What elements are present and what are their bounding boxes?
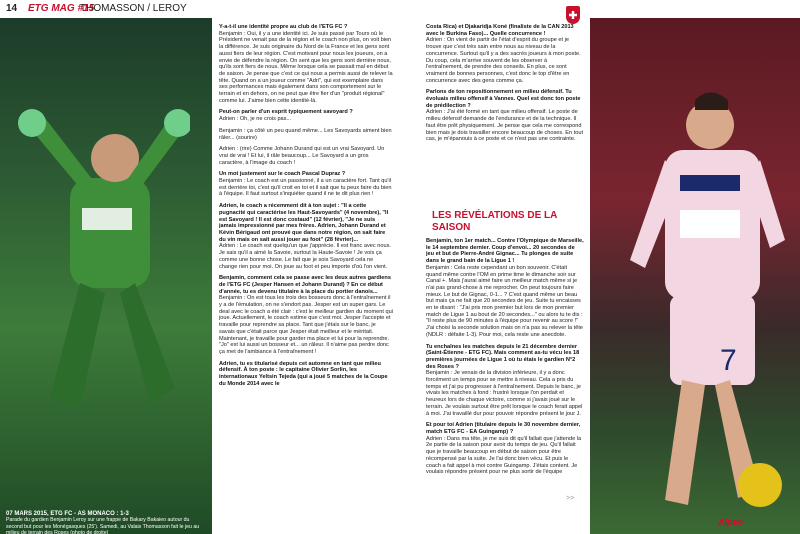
top-bar [0,0,400,18]
page-number: 14 [6,3,18,14]
question: Un mot justement sur le coach Pascal Dupraz ? [219,171,346,178]
column-left [219,24,393,532]
question: Y-a-t-il une identité propre au club de l'ETG FC ? [219,24,348,30]
goalkeeper-photo [0,18,212,534]
question: Et pour toi Adrien (titulaire depuis le 30 novembre dernier, match ETG FC - EA Guingamp) ? [426,422,581,435]
article-names: THOMASSON / LEROY [80,3,187,14]
answer: Benjamin : Oui, il y a une identité ici. Je suis passé par Tours où le Président ne venait pas de la région et le coach non plus, on voit bien la différence. Je suis originaire du Nord de la France et les gens sont aussi fiers de leur région. C'est motivant pour nous les joueurs, on a envie de défendre la région. On sent que les gens sont derrière nous, qu'ils sont fiers de nous. Même lorsque cela se passait mal en début de saison. Je pense que c'est ce qui nous a permis aussi de relever la tête. Quand on a un joueur comme "Adri", qui est exemplaire dans ses performances mais également dans son comportement sur le terrain et en dehors, on ne peut que être fier d'un "produit régional" comme lui. J'aime bien cette identité-là. [219,30,393,104]
magazine-title: ETG MAG #15 [28,3,95,14]
answer: Adrien : Le coach est quelqu'un que j'apprécie. Il est franc avec nous. Je sais qu'il a aimé la Savoie, surtout la Haute-Savoie ! Je vois ça comme une bonne chose. Le fait que je sois Savoyard cela ne change rien pour moi. On joue au foot et peu importe d'où l'on vient. [219,243,391,270]
answer: Benjamin : Je venais de la division inférieure, il y a donc forcément un temps pour se mettre à niveau. Cela a pris du temps et j'ai pu progresser à l'entraînement. Depuis le banc, je vivais les matches à fond : frustré lorsque l'on perdait et heureux lors de chaque victoire, comme si j'avais joué sur le terrain. Je voulais surtout être prêt lorsque le coach ferait appel à moi. J'ai travaillé dur pour pouvoir répondre présent le jour J. [426,370,583,417]
alpeo-logo: Alpeo [718,517,744,527]
photo-caption [6,511,206,534]
answer: Benjamin : ça côté un peu quand même... Les Savoyards aiment bien râler... (sourire) [219,127,392,141]
section-title: LES RÉVÉLATIONS DE LA SAISON [432,210,558,233]
answer: Adrien : Oh, je ne crois pas... [219,116,292,123]
question: Benjamin, comment cela se passe avec les deux autres gardiens de l'ETG FC (Jesper Hansen et Johann Durand) ? En ce début d'année, tu es devenu titulaire à la place du portier danois... [219,275,391,295]
column-right-bottom [426,238,584,496]
question: Tu enchaînes les matches depuis le 21 décembre dernier (Saint-Étienne - ETG FC). Mais comment as-tu vécu les 18 premières journées de Ligue 1 où tu étais le gardien N°2 des Roses ? [426,343,580,370]
question: Costa Rica) et Djakaridja Koné (finaliste de la CAN 2013 avec le Burkina Faso)... Quelle concurrence ! [426,24,574,37]
answer: Benjamin : On est tous les trois des bosseurs donc à l'entraînement il y a de l'émulation, on ne s'endort pas. Jesper est un super gars. Le deal avec le coach a été clair : c'est le meilleur gardien du moment qui joue. Actuellement, le coach estime que c'est moi. Jesper l'accepte et travaille pour reprendre sa place. Tant que j'étais sur le banc, je savais que c'était parce que Jesper était meilleur et le méritait. Maintenant, je travaille pour garder ma place et lui pour la reprendre. "Jo" est lui aussi un bosseur et... un râleur. Il n'aime pas perdre donc ça met de l'ambiance à l'entraînement ! [219,295,393,355]
answer: Benjamin : Le coach est un passionné, il a un caractère fort. Tant qu'il est derrière toi, c'est qu'il croit en toi et il sait que tu peux faire du bien à l'équipe. Il faut surtout s'inquiéter quand il ne te dit plus rien ! [219,178,392,198]
caption-title: 07 MARS 2015, ETG FC - AS MONACO : 1-3 [6,511,129,517]
svg-text:7: 7 [720,344,737,377]
answer: Adrien : (rire) Comme Johann Durand qui est un vrai Savoyard. Un vrai de vrai ! Et lui, il râle beaucoup... Le Savoyard a un gros caractère, à l'image du coach ! [219,146,385,166]
answer: Adrien : J'ai été formé en tant que milieu offensif. Le poste de milieu défensif demande de l'endurance et de la technique. Il faut être prêt physiquement. Je pense que cela me correspond bien mais je dois travailler encore beaucoup de choses. En tout cas, je m'épanouis à ce poste et ce n'est pas une contrainte. [426,109,584,143]
caption-text: Parade du gardien Benjamin Leroy sur une frappe de Bakary Bakaieo autour du second but pour les Monégasques (25'). Samedi, au Valais Thomasson fait le jeu au milieu de terrain des Roses (photo de droite) [6,517,200,534]
answer: Benjamin : Cela reste cependant un bon souvenir. C'était quand même contre l'OM en prime time le dimanche soir sur Canal +. Mais j'aurai aimé faire un meilleur match même si je n'ai pas grand-chose à me reprocher. On peut toujours faire mieux. Le but de Gignac, 0-1... ? C'est quand même un beau but mais ça ne fait que 20 secondes de jeu. Suite tu encaisses en te disant : "J'ai pris mon premier but lors de mon premier match de Ligue 1 au bout de 20 secondes..." ou alors tu te dis : "Il reste plus de 90 minutes à l'équipe pour revenir au score !" J'ai choisi la seconde solution mais on n'a pas su relever la tête (NDLR : défaite 1-3). Pour moi, cela reste une anecdote. [426,264,583,338]
question: Parlons de ton repositionnement en milieu défensif. Tu évoluais milieu offensif à Vannes. Quel est donc ton poste de prédilection ? [426,89,581,109]
question: Adrien, le coach a récemment dit à ton sujet : "Il a cette pugnacité qui caractérise les Haut-Savoyards" (4 novembre), "Il est Savoyard ! Il est donc costaud" (12 février), "Je ne suis jamais impressionné par mes frères. Adrien, Johann Durand et Kévin Bérigaud ont prouvé que dans notre région, on sait faire du vin mais on sait aussi jouer au foot" (28 février)... [219,203,389,243]
continue-arrow: >> [566,495,575,502]
answer: Adrien : Dans ma tête, je me suis dit qu'il fallait que j'attende la 2e partie de la saison pour avoir du temps de jeu. Qu'il fallait que je travaille beaucoup en début de saison pour être récompensé par la suite. Je l'ai donc bien vécu. Et puis le coach a fait appel à moi contre Guingamp. J'étais content. Je voulais répondre présent pour ne plus sortir de l'équipe [426,435,582,476]
goalkeeper-figure [10,108,190,428]
answer: Adrien : On vient de partir de l'état d'esprit du groupe et je trouve que c'est très sain entre nous au niveau de la concurrence. Surtout qu'il y a des sacrés joueurs à mon poste. Du coup, cela m'arrive souvent de les observer à l'entraînement, de prendre des conseils. En plus, ce sont vraiment de bonnes personnes, c'est donc le top d'être en concurrence avec des gens comme ça. [426,37,581,84]
question: Peut-on parler d'un esprit typiquement savoyard ? [219,109,353,116]
column-right-top [426,24,584,232]
club-crest-icon [566,6,580,24]
player-figure [610,80,790,520]
question: Benjamin, ton 1er match... Contre l'Olympique de Marseille, le 14 septembre dernier. Coup d'envoi... 20 secondes de jeu et but de Pierre-André Gignac... Tu plonges de suite dans le grand bain de la Ligue 1 ! [426,238,584,265]
question: Adrien, tu es titularisé depuis cet automne en tant que milieu défensif. À ton poste : le capitaine Olivier Sorlin, les internationaux Yeltsin Tejeda (qui a joué 5 matches de la Coupe du Monde 2014 avec le [219,360,388,387]
